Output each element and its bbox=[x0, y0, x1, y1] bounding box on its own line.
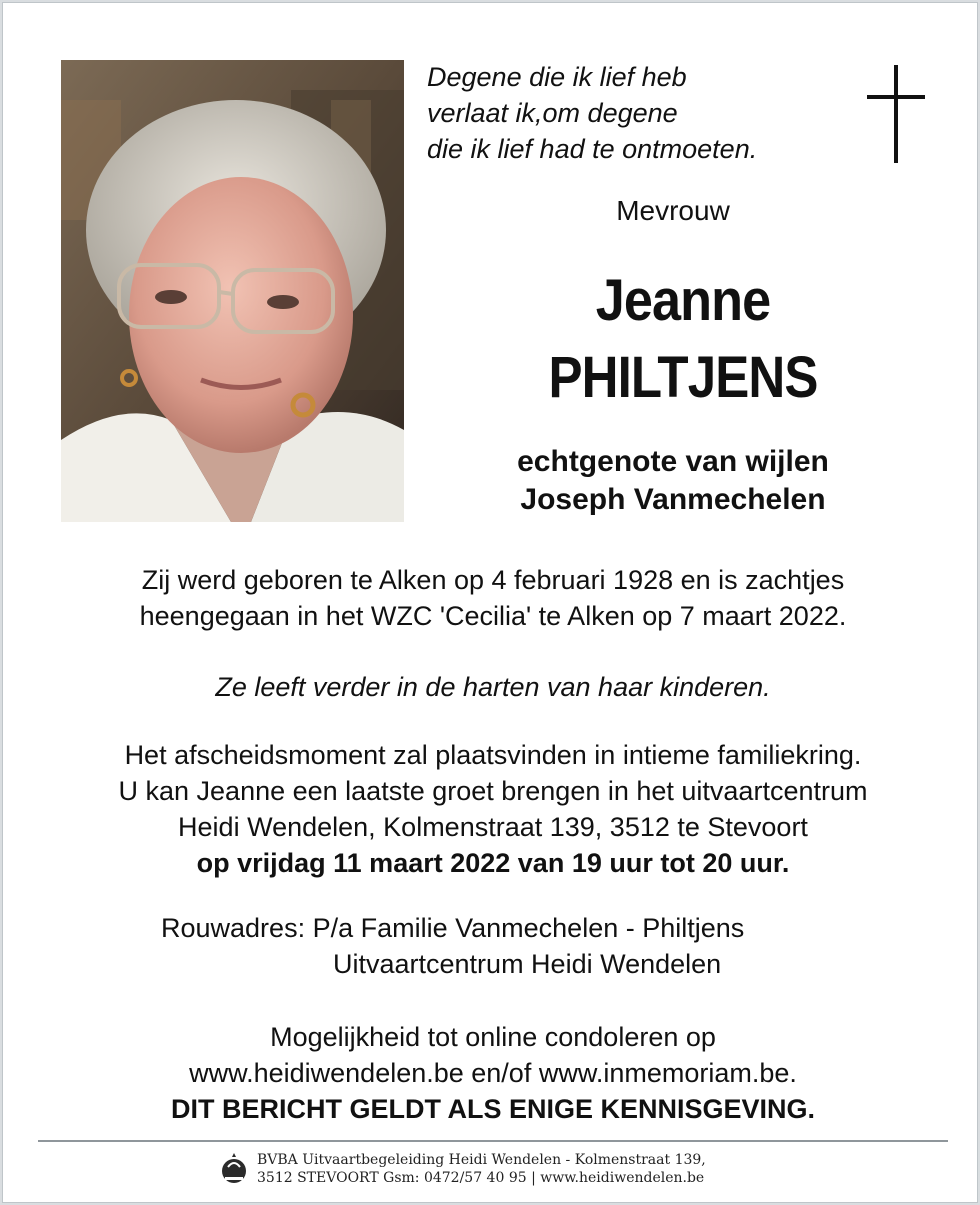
footer-line: BVBA Uitvaartbegeleiding Heidi Wendelen - Kolmenstraat 139, bbox=[257, 1152, 706, 1168]
quote-line: verlaat ik,om degene bbox=[427, 98, 678, 128]
online-condolence-info bbox=[3, 1019, 980, 1127]
funeral-home-logo-icon bbox=[219, 1153, 249, 1185]
spouse-name: Joseph Vanmechelen bbox=[520, 483, 826, 516]
memorial-quote bbox=[427, 59, 847, 167]
farewell-date: op vrijdag 11 maart 2022 van 19 uur tot 20 uur. bbox=[196, 848, 790, 878]
notice-line: DIT BERICHT GELDT ALS ENIGE KENNISGEVING. bbox=[170, 1094, 816, 1124]
deceased-last-name: PHILTJENS bbox=[548, 345, 818, 410]
online-line: Mogelijkheid tot online condoleren op bbox=[270, 1022, 716, 1052]
obituary-card bbox=[2, 2, 978, 1203]
spouse-info bbox=[443, 443, 903, 519]
farewell-line: Het afscheidsmoment zal plaatsvinden in intieme familiekring. bbox=[124, 740, 862, 770]
quote-line: Degene die ik lief heb bbox=[427, 62, 687, 92]
deceased-first-name: Jeanne bbox=[595, 268, 771, 333]
footer-contact bbox=[257, 1151, 706, 1187]
death-line: heengegaan in het WZC 'Cecilia' te Alken op 7 maart 2022. bbox=[139, 601, 847, 631]
cross-icon bbox=[867, 65, 925, 163]
footer-divider bbox=[38, 1140, 948, 1142]
memory-line: Ze leeft verder in de harten van haar kinderen. bbox=[215, 672, 771, 702]
quote-line: die ik lief had te ontmoeten. bbox=[427, 134, 758, 164]
birth-death-info bbox=[3, 562, 980, 634]
spouse-line: echtgenote van wijlen bbox=[517, 445, 829, 478]
farewell-line: U kan Jeanne een laatste groet brengen in het uitvaartcentrum bbox=[118, 776, 868, 806]
title-salutation: Mevrouw bbox=[616, 195, 730, 226]
farewell-info bbox=[3, 737, 980, 881]
mourning-address-line: Rouwadres: P/a Familie Vanmechelen - Philtjens bbox=[161, 913, 745, 943]
mourning-address-line: Uitvaartcentrum Heidi Wendelen bbox=[333, 949, 722, 979]
portrait-illustration bbox=[61, 60, 404, 522]
online-websites: www.heidiwendelen.be en/of www.inmemoriam.be. bbox=[189, 1058, 797, 1088]
birth-line: Zij werd geboren te Alken op 4 februari 1928 en is zachtjes bbox=[141, 565, 845, 595]
portrait-photo bbox=[61, 60, 404, 522]
farewell-address: Heidi Wendelen, Kolmenstraat 139, 3512 te Stevoort bbox=[178, 812, 808, 842]
footer-line: 3512 STEVOORT Gsm: 0472/57 40 95 | www.heidiwendelen.be bbox=[257, 1170, 705, 1186]
